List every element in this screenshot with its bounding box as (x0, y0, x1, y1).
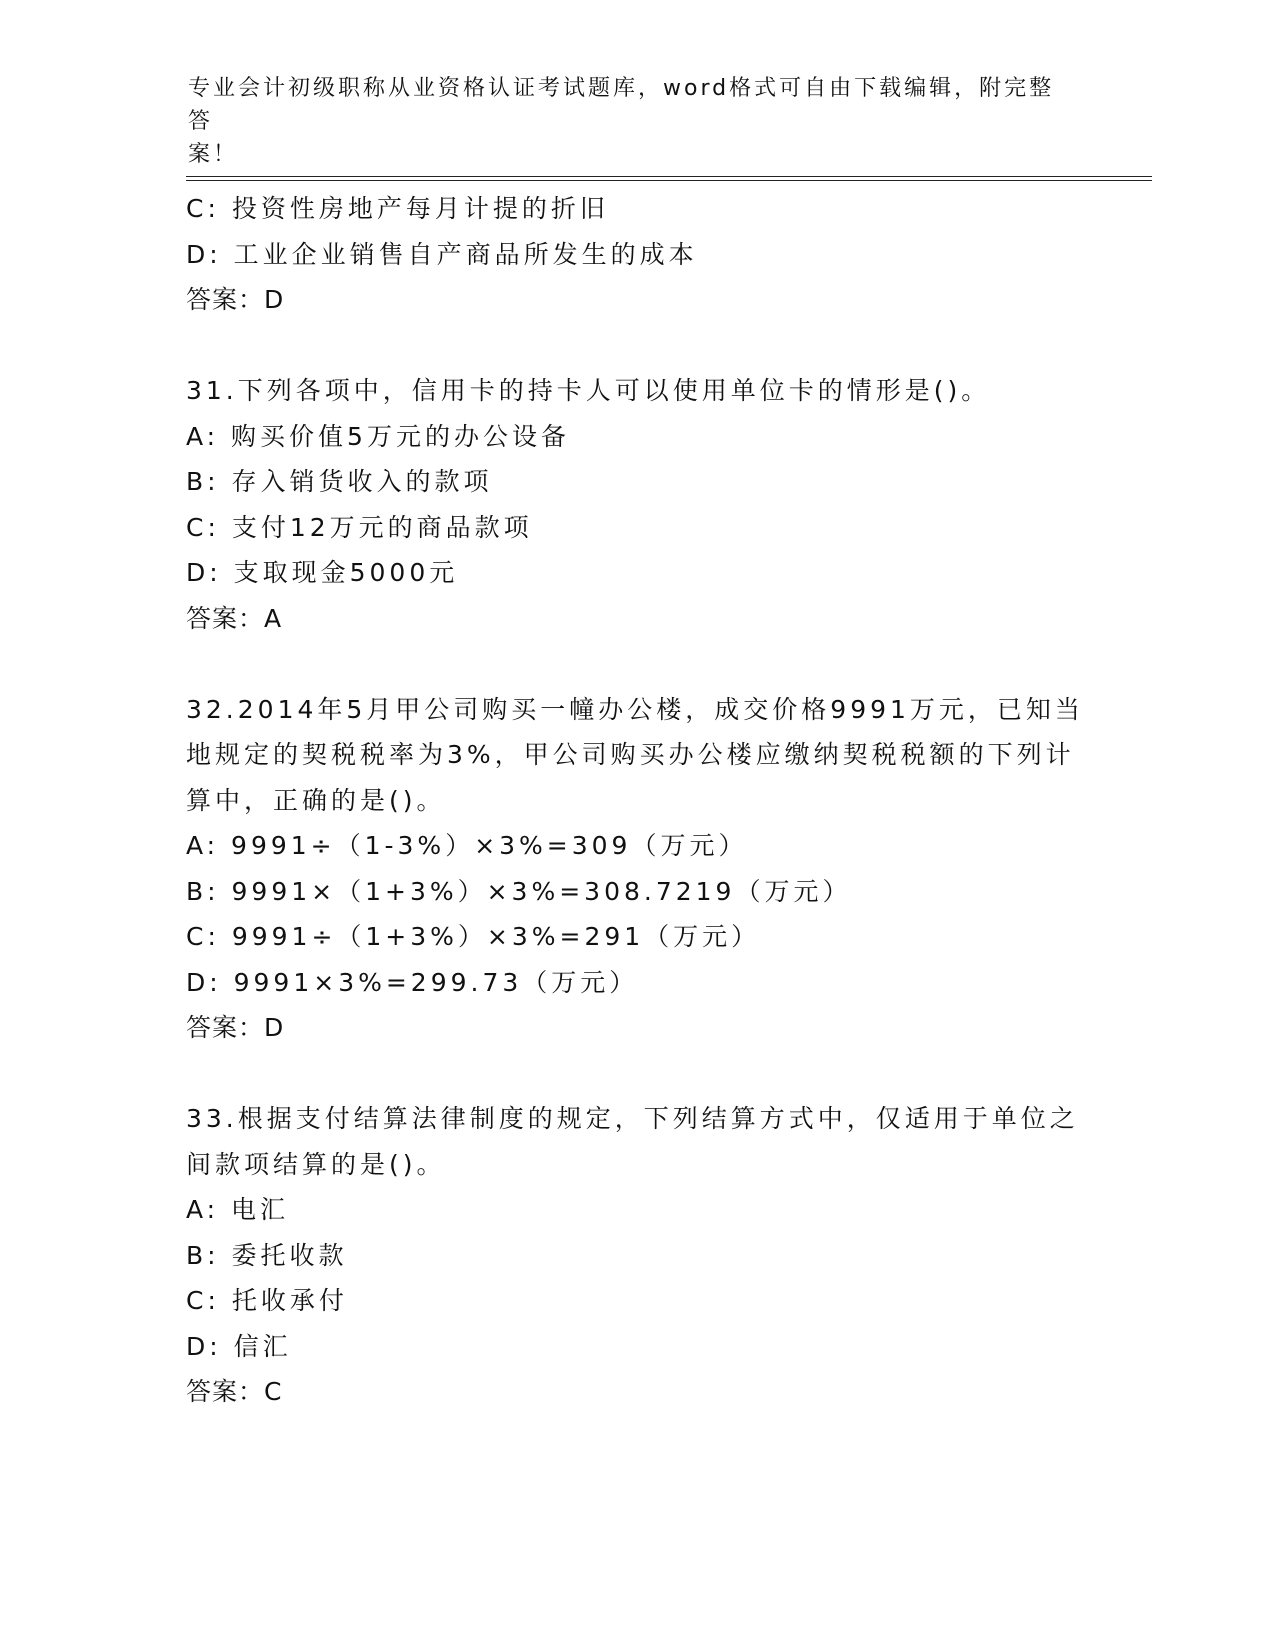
option-b: B: 9991×（1+3%）×3%=308.7219（万元） (186, 876, 852, 906)
option-c: C: 9991÷（1+3%）×3%=291（万元） (186, 922, 761, 951)
option-c: C: 托收承付 (186, 1286, 348, 1315)
option-b: B: 委托收款 (186, 1240, 348, 1270)
header-divider-top (186, 176, 1152, 177)
option-d: D: 工业企业销售自产商品所发生的成本 (186, 239, 698, 269)
option-a: A: 电汇 (186, 1195, 290, 1224)
question-31 (186, 368, 1086, 641)
answer: 答案：A (186, 603, 283, 633)
header-divider-bottom (186, 180, 1152, 181)
question-stem: 31.下列各项中，信用卡的持卡人可以使用单位卡的情形是()。 (186, 376, 991, 405)
question-32 (186, 687, 1086, 1051)
question-33 (186, 1096, 1086, 1415)
answer: 答案：C (186, 1377, 283, 1406)
option-a: A: 9991÷（1-3%）×3%=309（万元） (186, 831, 748, 860)
prev-question-tail (186, 186, 1086, 323)
answer: 答案：D (186, 285, 285, 314)
option-d: D: 9991×3%=299.73（万元） (186, 967, 639, 997)
option-a: A: 购买价值5万元的办公设备 (186, 421, 570, 451)
option-d: D: 信汇 (186, 1331, 292, 1361)
option-d: D: 支取现金5000元 (186, 558, 459, 587)
question-stem: 算中，正确的是()。 (186, 785, 446, 815)
question-stem: 33.根据支付结算法律制度的规定，下列结算方式中，仅适用于单位之 (186, 1104, 1079, 1133)
option-b: B: 存入销货收入的款项 (186, 467, 493, 496)
answer: 答案：D (186, 1013, 285, 1042)
header-line-1: 专业会计初级职称从业资格认证考试题库，word格式可自由下载编辑，附完整答 (188, 76, 1055, 134)
option-c: C: 支付12万元的商品款项 (186, 512, 533, 542)
question-stem: 间款项结算的是()。 (186, 1149, 446, 1179)
question-content (186, 186, 1086, 1415)
question-stem: 32.2014年5月甲公司购买一幢办公楼，成交价格9991万元，已知当 (186, 694, 1084, 724)
document-header (188, 72, 1068, 171)
header-line-2: 案！ (188, 142, 239, 167)
question-stem: 地规定的契税税率为3%，甲公司购买办公楼应缴纳契税税额的下列计 (186, 740, 1075, 769)
option-c: C: 投资性房地产每月计提的折旧 (186, 194, 609, 223)
